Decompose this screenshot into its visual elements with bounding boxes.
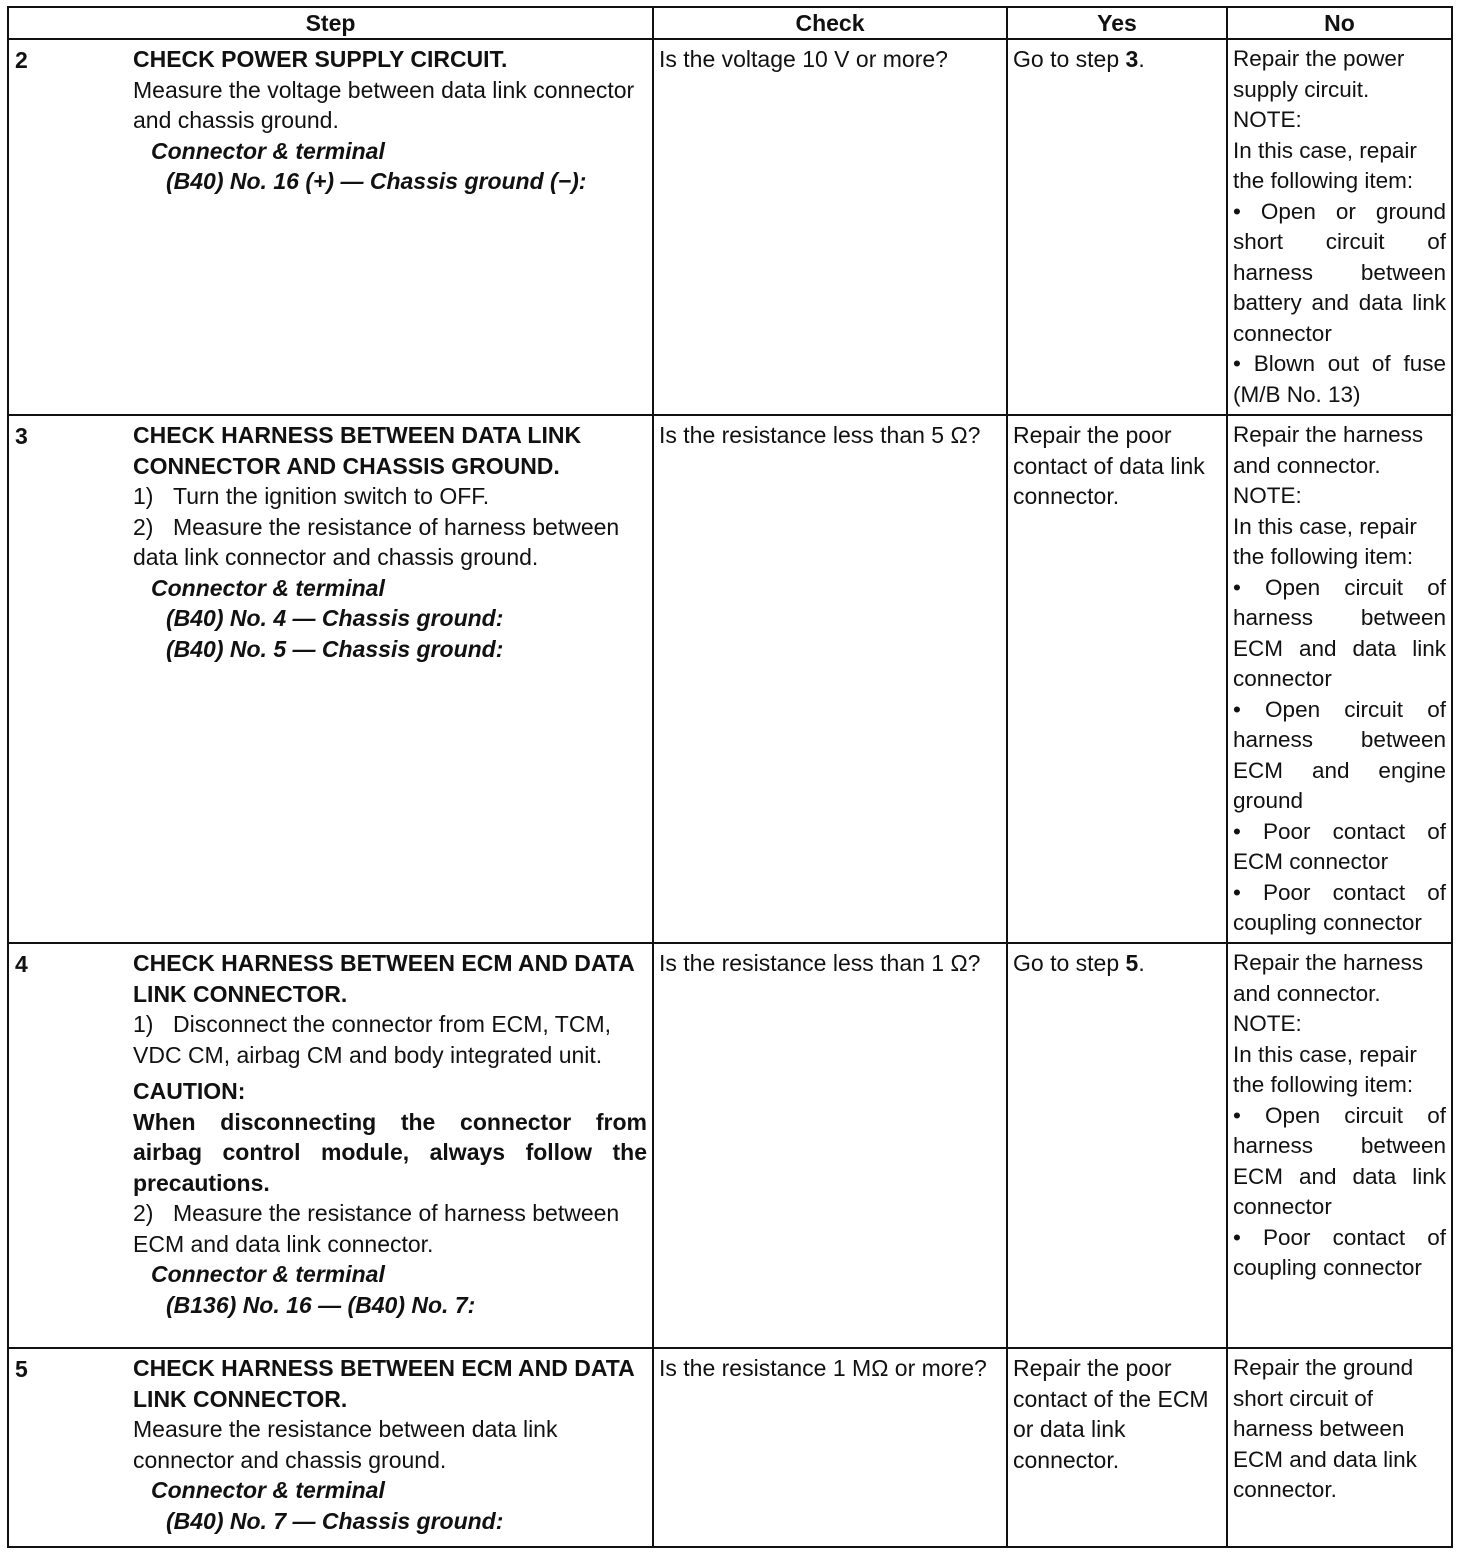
list-item: • Open circuit of harness between ECM and data link connector: [1233, 1102, 1446, 1219]
list-item: • Open or ground short circuit of harness between battery and data link connector: [1233, 198, 1446, 346]
step-cell: [8, 1348, 653, 1547]
check-cell: Is the voltage 10 V or more?: [653, 39, 1007, 415]
table-row-step-3: [8, 415, 1452, 943]
yes-text: Go to step: [1013, 950, 1126, 976]
list-item: • Poor contact of coupling connector: [1233, 879, 1446, 935]
step-instruction: Measure the resistance between data link connector and chassis ground.: [133, 1416, 558, 1473]
note-label: NOTE:: [1233, 483, 1302, 508]
note-intro: In this case, repair the following item:: [1233, 1041, 1417, 1097]
connector-terminal-line: (B40) No. 4 — Chassis ground:: [166, 605, 504, 631]
header-step: Step: [8, 7, 653, 39]
substep: 2) Measure the resistance of harness between data link connector and chassis ground.: [133, 513, 620, 570]
substep: 2) Measure the resistance of harness between ECM and data link connector.: [133, 1200, 620, 1257]
no-main: Repair the power supply circuit.: [1233, 46, 1405, 102]
no-cell: [1227, 415, 1452, 943]
caution-label: CAUTION:: [133, 1078, 246, 1104]
connector-terminal-line: (B40) No. 7 — Chassis ground:: [166, 1507, 504, 1534]
note-intro: In this case, repair the following item:: [1233, 513, 1417, 569]
step-title: CHECK HARNESS BETWEEN ECM AND DATA LINK CONNECTOR.: [133, 1355, 634, 1412]
table-row-step-4: [8, 943, 1452, 1348]
step-cell: [8, 415, 653, 943]
note-label: NOTE:: [1233, 1011, 1302, 1036]
connector-terminal-label: Connector & terminal: [151, 574, 385, 601]
no-cell: [1227, 943, 1452, 1348]
step-number: 2: [15, 47, 28, 73]
note-intro: In this case, repair the following item:: [1233, 137, 1417, 193]
step-title: CHECK POWER SUPPLY CIRCUIT.: [133, 46, 508, 72]
yes-cell: [1007, 943, 1227, 1348]
yes-step-number: 5: [1125, 950, 1139, 976]
header-yes: Yes: [1007, 7, 1227, 39]
step-title: CHECK HARNESS BETWEEN DATA LINK CONNECTOR AND CHASSIS GROUND.: [133, 422, 582, 479]
yes-suffix: .: [1138, 46, 1145, 72]
yes-cell: Repair the poor contact of data link connector.: [1007, 415, 1227, 943]
no-main: Repair the ground short circuit of harness between ECM and data link connector.: [1233, 1355, 1417, 1502]
step-cell: [8, 943, 653, 1348]
list-item: • Open circuit of harness between ECM and engine ground: [1233, 696, 1446, 813]
note-label: NOTE:: [1233, 107, 1302, 132]
caution-text: When disconnecting the connector from airbag control module, always follow the precautions.: [133, 1108, 647, 1196]
step-title: CHECK HARNESS BETWEEN ECM AND DATA LINK CONNECTOR.: [133, 950, 634, 1007]
list-item: • Poor contact of coupling connector: [1233, 1224, 1446, 1280]
connector-terminal-label: Connector & terminal: [151, 137, 385, 164]
yes-text: Go to step: [1013, 46, 1126, 72]
step-number: 4: [15, 951, 28, 977]
list-item: • Open circuit of harness between ECM and data link connector: [1233, 574, 1446, 691]
table-row-step-5: [8, 1348, 1452, 1547]
connector-terminal-line: (B40) No. 16 (+) — Chassis ground (−):: [166, 168, 587, 194]
connector-terminal-label: Connector & terminal: [151, 1261, 385, 1287]
step-number: 5: [15, 1356, 28, 1382]
yes-cell: [1007, 39, 1227, 415]
no-main: Repair the harness and connector.: [1233, 950, 1424, 1006]
substep: 1) Turn the ignition switch to OFF.: [133, 483, 490, 509]
list-item: • Poor contact of ECM connector: [1233, 818, 1446, 874]
no-cell: [1227, 39, 1452, 415]
step-cell: [8, 39, 653, 415]
connector-terminal-label: Connector & terminal: [151, 1477, 385, 1503]
header-check: Check: [653, 7, 1007, 39]
yes-cell: Repair the poor contact of the ECM or data link connector.: [1007, 1348, 1227, 1547]
step-number: 3: [15, 423, 28, 449]
list-item: • Blown out of fuse (M/B No. 13): [1233, 351, 1446, 407]
step-instruction: Measure the voltage between data link connector and chassis ground.: [133, 76, 635, 133]
connector-terminal-line: (B136) No. 16 — (B40) No. 7:: [166, 1291, 476, 1318]
yes-step-number: 3: [1125, 46, 1139, 72]
no-cell: [1227, 1348, 1452, 1547]
header-row: [8, 7, 1452, 39]
check-cell: Is the resistance less than 5 Ω?: [653, 415, 1007, 943]
connector-terminal-line: (B40) No. 5 — Chassis ground:: [166, 635, 504, 662]
header-no: No: [1227, 7, 1452, 39]
table-row-step-2: [8, 39, 1452, 415]
yes-suffix: .: [1138, 950, 1145, 976]
check-cell: Is the resistance 1 MΩ or more?: [653, 1348, 1007, 1547]
substep: 1) Disconnect the connector from ECM, TCM, VDC CM, airbag CM and body integrated unit.: [133, 1011, 611, 1068]
diagnostic-table: [7, 6, 1453, 1548]
check-cell: Is the resistance less than 1 Ω?: [653, 943, 1007, 1348]
no-main: Repair the harness and connector.: [1233, 422, 1424, 478]
